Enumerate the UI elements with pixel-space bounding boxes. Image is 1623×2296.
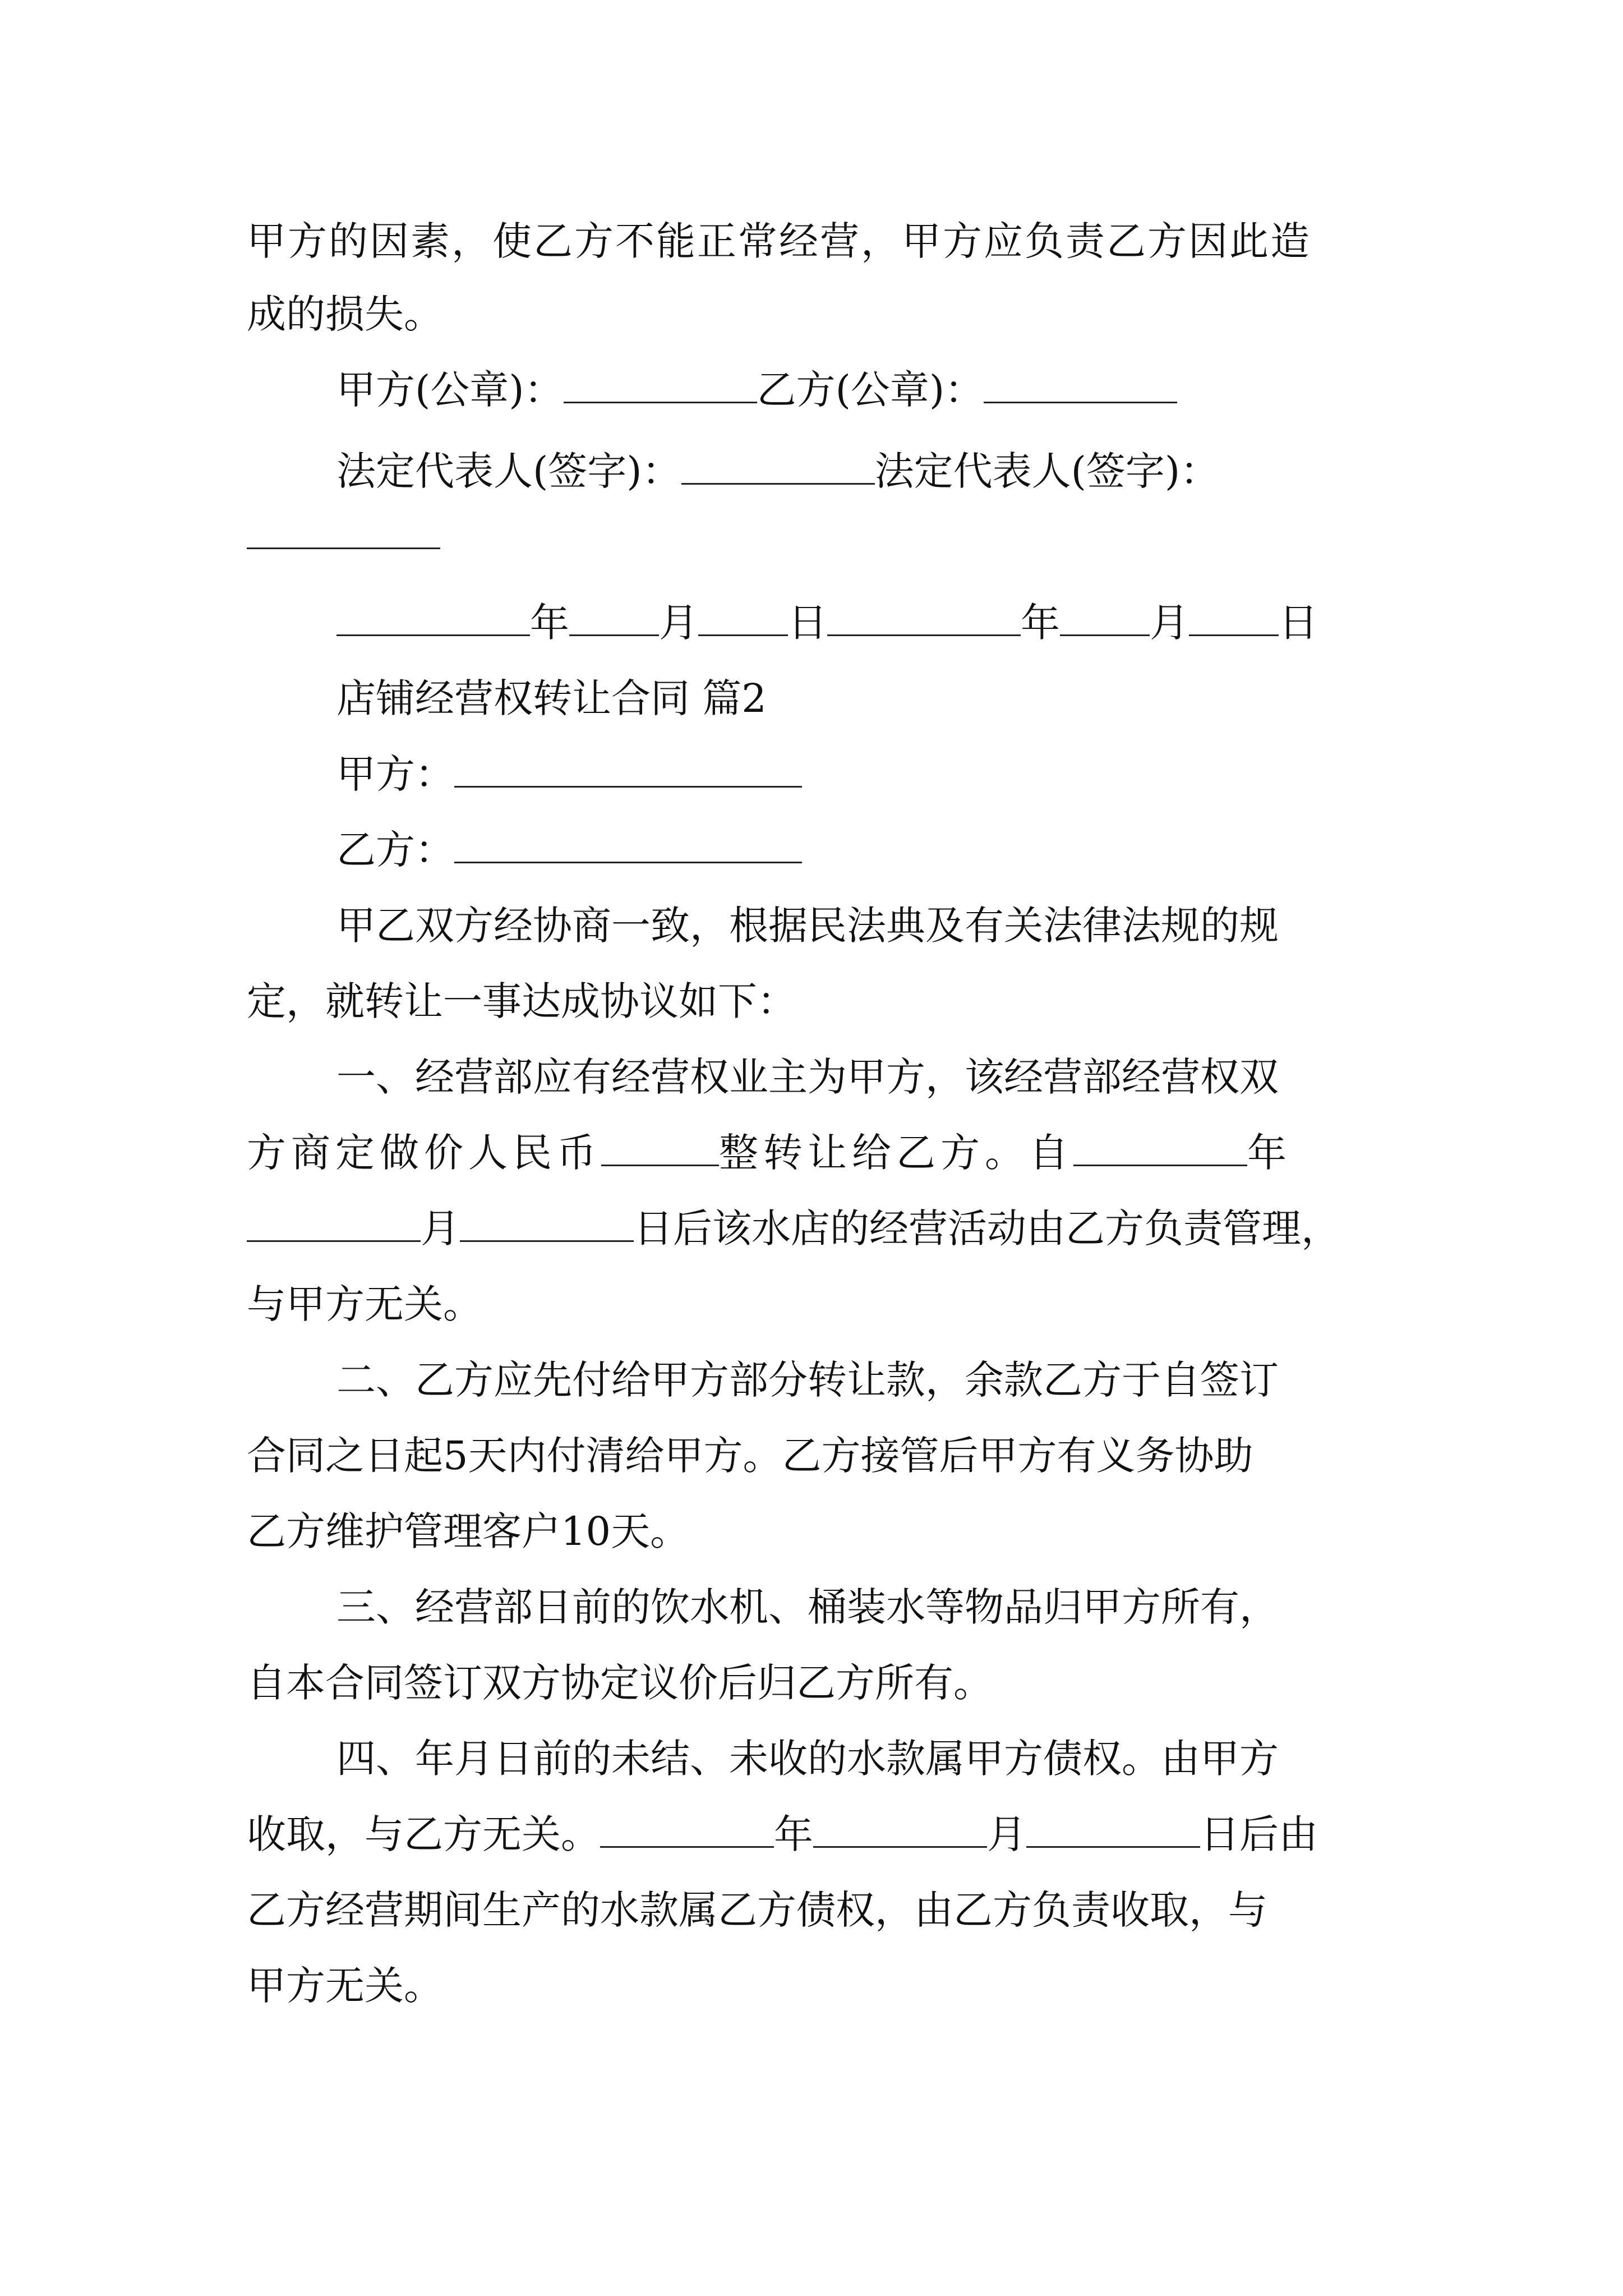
party-b-month-blank[interactable] (1060, 599, 1150, 636)
clause1-line-4: 与甲方无关。 (247, 1281, 482, 1327)
start-day-blank[interactable] (460, 1204, 634, 1242)
text: 月 (987, 1811, 1026, 1857)
text: 日后由 (1200, 1811, 1318, 1857)
party-a-month-blank[interactable] (569, 599, 659, 636)
month-label: 月 (1150, 600, 1189, 646)
section-title: 店铺经营权转让合同 篇2 (336, 675, 767, 721)
day-label: 日 (1279, 600, 1318, 646)
rep-row-continued (247, 505, 440, 567)
rep-row (336, 440, 1219, 502)
clause2-line-2: 合同之日起5天内付清给甲方。乙方接管后甲方有义务协助 (247, 1433, 1253, 1479)
debt-day-blank[interactable] (1026, 1810, 1200, 1848)
date-row (336, 592, 1318, 654)
party-b-rep-blank[interactable] (247, 512, 440, 549)
party-a-rep-blank[interactable] (681, 447, 875, 485)
text: 日后该水店的经营活动由乙方负责管理， (634, 1205, 1340, 1251)
text: 方商定做价人民币 (247, 1130, 601, 1176)
party-b-seal-blank[interactable] (984, 366, 1177, 403)
clause4-line-3: 乙方经营期间生产的水款属乙方债权，由乙方负责收取，与 (247, 1887, 1267, 1933)
intro-line-2: 定，就转让一事达成协议如下： (247, 978, 796, 1024)
party-a-day-blank[interactable] (698, 599, 788, 636)
party-a-label: 甲方： (336, 751, 454, 797)
text: 年 (1247, 1130, 1292, 1176)
clause3-line-1: 三、经营部日前的饮水机、桶装水等物品归甲方所有， (336, 1584, 1279, 1630)
party-a-seal-label: 甲方(公章)： (336, 367, 564, 413)
start-year-blank[interactable] (1073, 1129, 1247, 1166)
year-label: 年 (1021, 600, 1060, 646)
text: 月 (421, 1205, 460, 1251)
party-b-row (336, 819, 802, 881)
year-label: 年 (530, 600, 569, 646)
party-a-name-blank[interactable] (454, 750, 802, 788)
seal-row (336, 359, 1177, 421)
clause-tail-line-1 (247, 210, 1363, 272)
party-b-day-blank[interactable] (1189, 599, 1279, 636)
text: 收取，与乙方无关。 (247, 1811, 600, 1857)
party-b-seal-label: 乙方(公章)： (757, 367, 984, 413)
clause2-line-1: 二、乙方应先付给甲方部分转让款，余款乙方于自签订 (336, 1357, 1279, 1403)
clause-tail-line-2: 成的损失。 (247, 291, 443, 337)
party-b-year-blank[interactable] (827, 599, 1021, 636)
clause1-line-2 (247, 1122, 1292, 1184)
month-label: 月 (659, 600, 698, 646)
day-label: 日 (788, 600, 827, 646)
text: 整转让给乙方。自 (719, 1130, 1073, 1176)
clause1-line-1: 一、经营部应有经营权业主为甲方，该经营部经营权双 (336, 1054, 1279, 1100)
clause4-line-2 (247, 1803, 1318, 1865)
clause4-line-1: 四、年月日前的未结、未收的水款属甲方债权。由甲方 (336, 1736, 1279, 1782)
text: 年 (774, 1811, 813, 1857)
text: 甲方的因素，使乙方不能正常经营，甲方应负责乙方因此造 (247, 218, 1311, 264)
intro-line-1: 甲乙双方经协商一致，根据民法典及有关法律法规的规 (336, 903, 1279, 949)
clause1-line-3 (247, 1198, 1340, 1259)
party-a-rep-label: 法定代表人(签字)： (336, 448, 681, 494)
party-b-label: 乙方： (336, 827, 454, 873)
party-a-year-blank[interactable] (336, 599, 530, 636)
party-b-rep-label: 法定代表人(签字)： (874, 448, 1220, 494)
party-a-row (336, 743, 802, 805)
clause4-line-4: 甲方无关。 (247, 1963, 443, 2009)
party-b-name-blank[interactable] (454, 826, 802, 863)
clause2-line-3: 乙方维护管理客户10天。 (247, 1508, 690, 1554)
debt-year-blank[interactable] (600, 1810, 774, 1848)
party-a-seal-blank[interactable] (564, 366, 757, 403)
price-blank[interactable] (601, 1129, 719, 1166)
clause3-line-2: 自本合同签订双方协定议价后归乙方所有。 (247, 1660, 993, 1706)
start-month-blank[interactable] (247, 1204, 421, 1242)
debt-month-blank[interactable] (813, 1810, 987, 1848)
